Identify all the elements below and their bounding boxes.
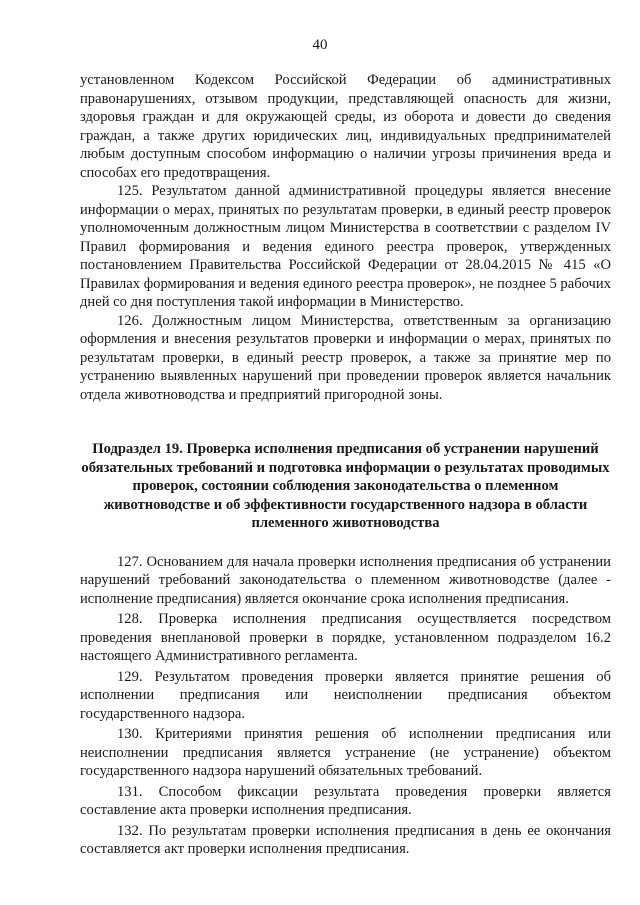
document-body xyxy=(80,71,611,859)
paragraph-125: 125. Результатом данной административной процедуры является внесение информации о мерах, принятых по результатам проверки, в единый реестр проверок уполномоченным должностным лицом Министерства в соответствии с разделом IV Правил формирования и ведения единого реестра проверок, утвержденных постановлением Правительства Российской Федерации от 28.04.2015 № 415 «О Правилах формирования и ведения единого реестра проверок», не позднее 5 рабочих дней со дня поступления такой информации в Министерство. xyxy=(80,183,611,310)
paragraph-132: 132. По результатам проверки исполнения предписания в день ее окончания составляется акт проверки исполнения предписания. xyxy=(80,822,611,857)
paragraph-130: 130. Критериями принятия решения об исполнении предписания или неисполнении предписания является устранение (не устранение) объектом государственного надзора нарушений обязательных требований. xyxy=(80,726,611,779)
paragraph-129: 129. Результатом проведения проверки является принятие решения об исполнении предписания или неисполнении предписания объектом государственного надзора. xyxy=(80,668,611,722)
paragraph-124-continuation: установленном Кодексом Российской Федерации об административных правонарушениях, отзывом продукции, представляющей опасность для жизни, здоровья граждан и для окружающей среды, из оборота и довести до сведения граждан, а также других юридических лиц, индивидуальных предпринимателей любым доступным способом информацию о наличии угрозы причинения вреда и способах его предотвращения. xyxy=(80,72,611,181)
paragraph-128: 128. Проверка исполнения предписания осуществляется посредством проведения внеплановой проверки в порядке, установленном подразделом 16.2 настоящего Административного регламента. xyxy=(80,611,611,664)
page-number: 40 xyxy=(312,37,328,53)
paragraph-126: 126. Должностным лицом Министерства, ответственным за организацию оформления и внесения результатов проверки и информации о мерах, принятых по результатам проверки, в единый реестр проверок, а также за принятие мер по устранению выявленных нарушений при проведении проверок является начальник отдела животноводства и предприятий пригородной зоны. xyxy=(80,312,611,403)
paragraph-131: 131. Способом фиксации результата проведения проверки является составление акта проверки исполнения предписания. xyxy=(80,783,611,818)
section-heading: Подраздел 19. Проверка исполнения предписания об устранении нарушений обязательных требований и подготовка информации о результатах проводимых проверок, состоянии соблюдения законодательства о племенном животноводстве и об эффективности государственного надзора в области племенного животноводства xyxy=(81,441,610,531)
paragraph-127: 127. Основанием для начала проверки исполнения предписания об устранении нарушений требований законодательства о племенном животноводстве (далее - исполнение предписания) является окончание срока исполнения предписания. xyxy=(80,553,611,607)
